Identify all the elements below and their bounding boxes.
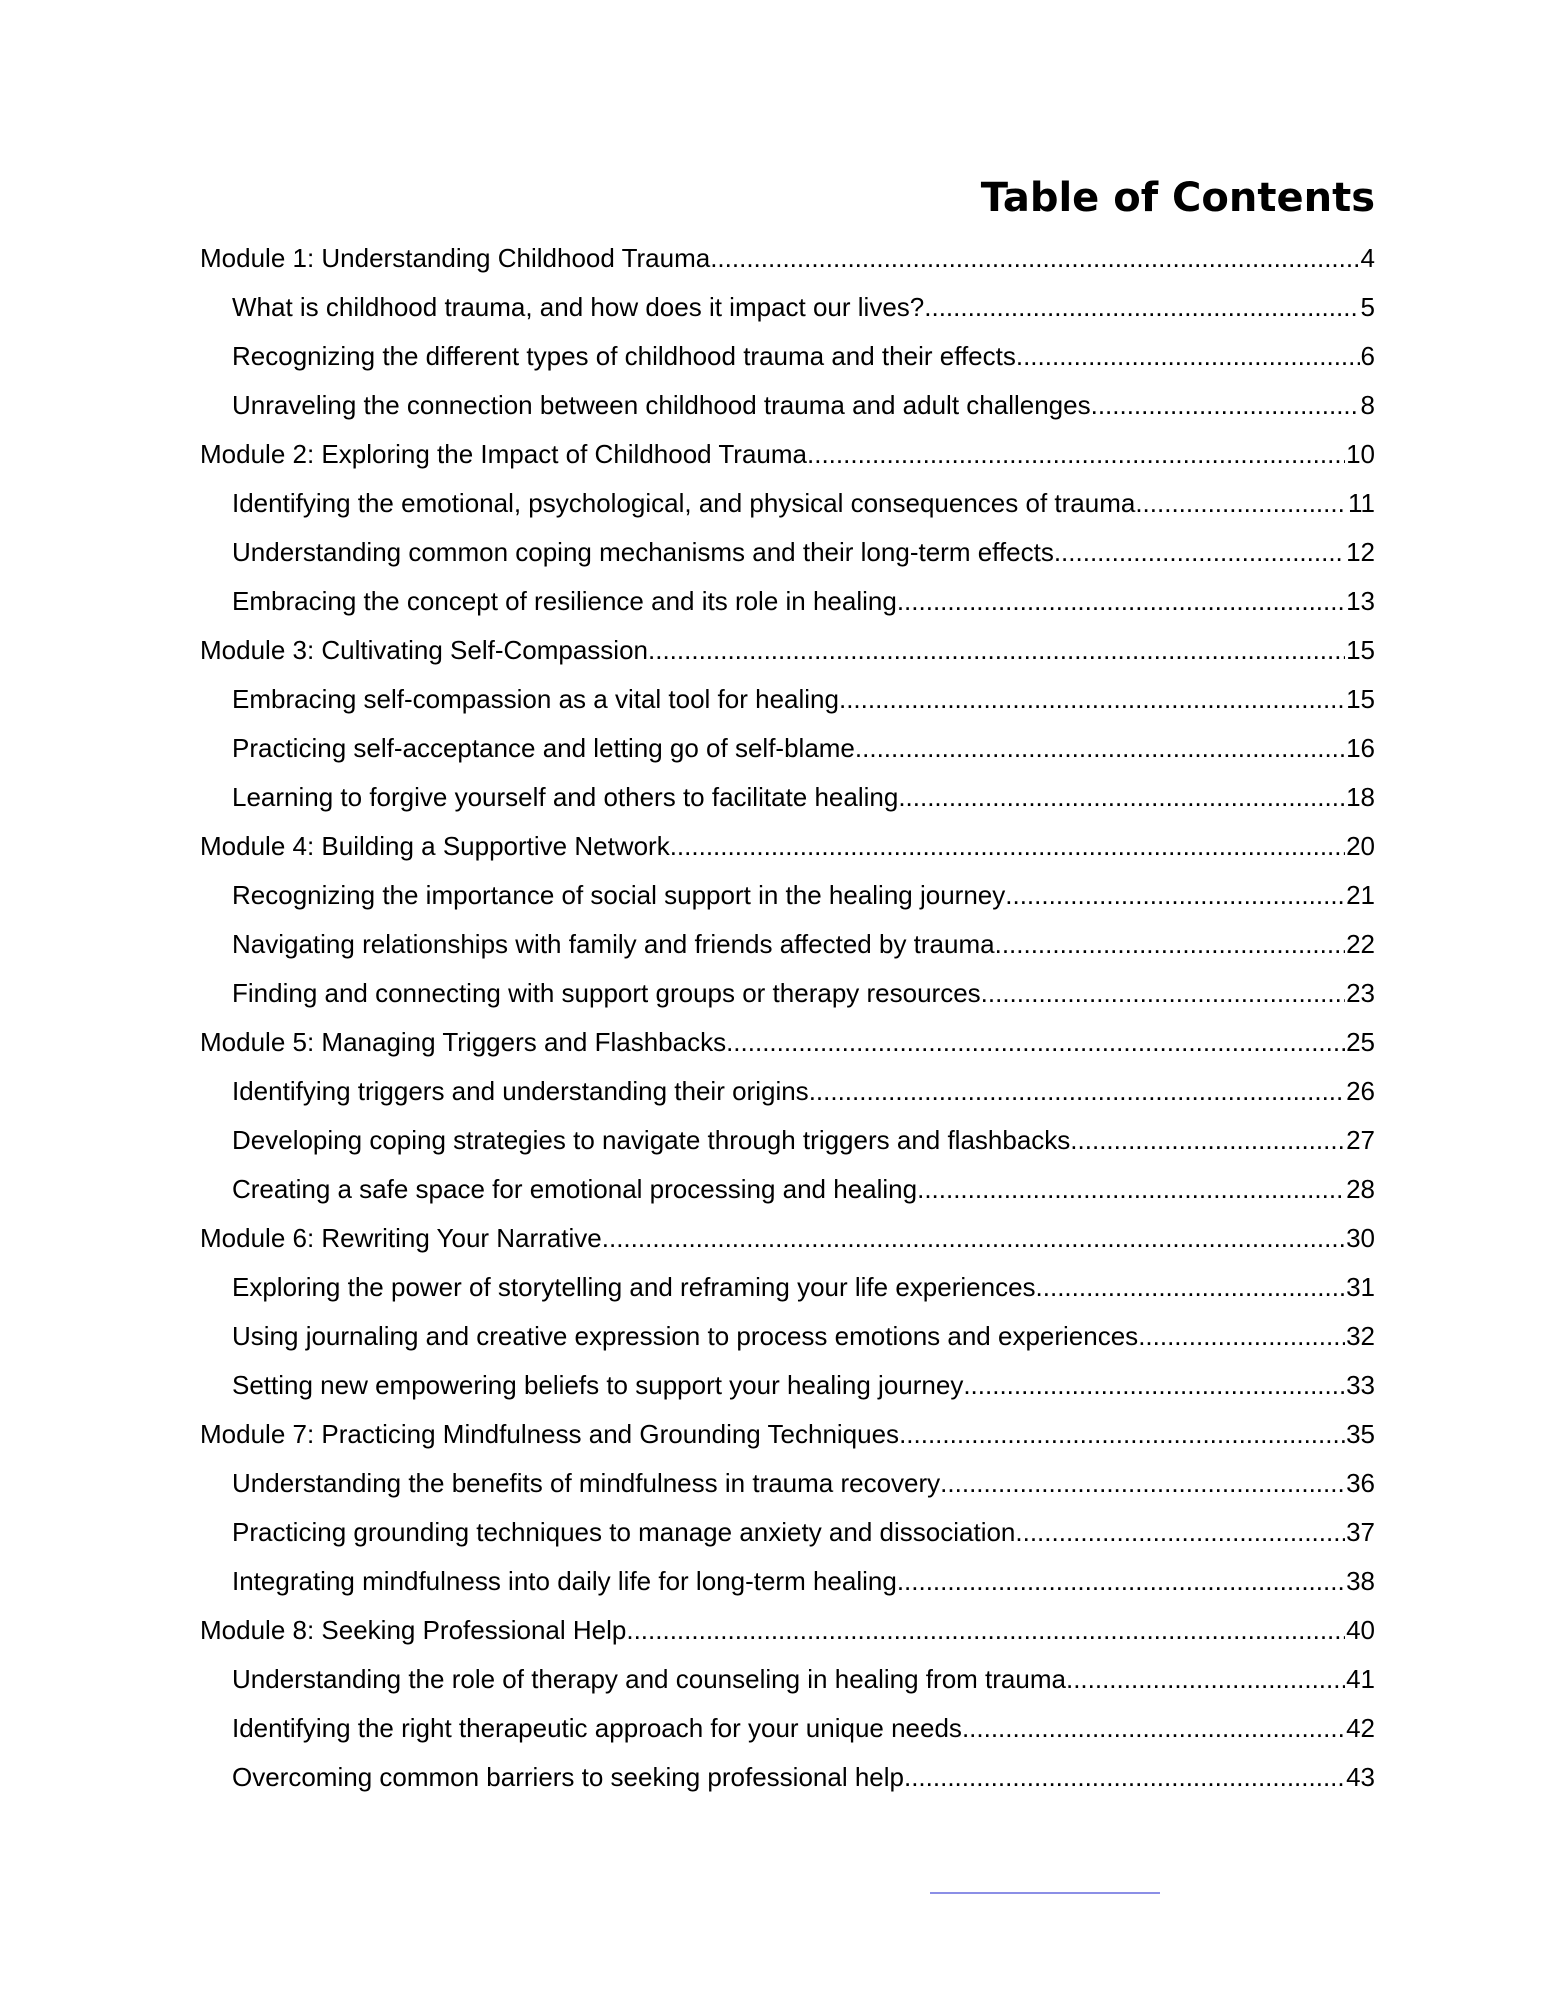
toc-page-number: 28	[1346, 1174, 1375, 1204]
toc-page-number: 32	[1346, 1321, 1375, 1351]
toc-entry-title: Module 3: Cultivating Self-Compassion	[200, 635, 648, 665]
toc-module-entry[interactable]	[200, 1606, 1375, 1655]
toc-page-number: 31	[1346, 1272, 1375, 1302]
toc-section-entry[interactable]	[232, 1312, 1375, 1361]
toc-entry-title: Understanding the benefits of mindfulness in trauma recovery	[232, 1468, 941, 1498]
toc-section-entry[interactable]	[232, 1361, 1375, 1410]
toc-section-entry[interactable]	[232, 1459, 1375, 1508]
toc-entry-title: Navigating relationships with family and friends affected by trauma	[232, 929, 995, 959]
toc-page-number: 10	[1346, 439, 1375, 469]
toc-entry-title: Recognizing the importance of social support in the healing journey	[232, 880, 1006, 910]
toc-dot-leader	[1091, 381, 1360, 430]
toc-entry-title: Module 1: Understanding Childhood Trauma	[200, 243, 711, 273]
toc-dot-leader	[940, 1459, 1345, 1508]
toc-section-entry[interactable]	[232, 577, 1375, 626]
toc-entry-title: Setting new empowering beliefs to support your healing journey	[232, 1370, 964, 1400]
toc-entry-title: Exploring the power of storytelling and reframing your life experiences	[232, 1272, 1036, 1302]
toc-section-entry[interactable]	[232, 479, 1375, 528]
toc-dot-leader	[897, 577, 1345, 626]
toc-page-number: 33	[1346, 1370, 1375, 1400]
toc-entry-title: Module 8: Seeking Professional Help	[200, 1615, 627, 1645]
toc-entry-title: Learning to forgive yourself and others to facilitate healing	[232, 782, 899, 812]
toc-section-entry[interactable]	[232, 381, 1375, 430]
toc-dot-leader	[1135, 479, 1347, 528]
toc-dot-leader	[648, 626, 1345, 675]
toc-dot-leader	[1054, 528, 1345, 577]
toc-entry-title: Module 7: Practicing Mindfulness and Grounding Techniques	[200, 1419, 900, 1449]
toc-entry-title: Identifying triggers and understanding their origins	[232, 1076, 809, 1106]
table-of-contents	[0, 234, 1545, 1802]
toc-section-entry[interactable]	[232, 1116, 1375, 1165]
toc-dot-leader	[807, 430, 1345, 479]
toc-page-number: 40	[1346, 1615, 1375, 1645]
toc-entry-title: Integrating mindfulness into daily life for long-term healing	[232, 1566, 897, 1596]
toc-entry-title: Module 5: Managing Triggers and Flashbacks	[200, 1027, 727, 1057]
page-title: Table of Contents	[980, 175, 1375, 221]
toc-dot-leader	[924, 283, 1359, 332]
toc-dot-leader	[962, 1704, 1345, 1753]
toc-dot-leader	[710, 234, 1359, 283]
toc-page-number: 42	[1346, 1713, 1375, 1743]
toc-module-entry[interactable]	[200, 1214, 1375, 1263]
toc-entry-title: Embracing the concept of resilience and its role in healing	[232, 586, 897, 616]
toc-dot-leader	[981, 969, 1345, 1018]
toc-module-entry[interactable]	[200, 822, 1375, 871]
toc-page-number: 8	[1360, 390, 1375, 420]
toc-page-number: 13	[1346, 586, 1375, 616]
toc-section-entry[interactable]	[232, 1704, 1375, 1753]
toc-section-entry[interactable]	[232, 1165, 1375, 1214]
toc-module-entry[interactable]	[200, 626, 1375, 675]
toc-page-number: 25	[1346, 1027, 1375, 1057]
toc-entry-title: Recognizing the different types of childhood trauma and their effects	[232, 341, 1016, 371]
toc-entry-title: Practicing self-acceptance and letting go of self-blame	[232, 733, 855, 763]
toc-entry-title: Overcoming common barriers to seeking professional help	[232, 1762, 904, 1792]
toc-section-entry[interactable]	[232, 1508, 1375, 1557]
toc-page-number: 22	[1346, 929, 1375, 959]
toc-section-entry[interactable]	[232, 332, 1375, 381]
toc-dot-leader	[963, 1361, 1345, 1410]
toc-entry-title: Embracing self-compassion as a vital tool for healing	[232, 684, 839, 714]
toc-dot-leader	[1070, 1116, 1345, 1165]
toc-section-entry[interactable]	[232, 1655, 1375, 1704]
toc-section-entry[interactable]	[232, 724, 1375, 773]
toc-page-number: 41	[1346, 1664, 1375, 1694]
toc-dot-leader	[855, 724, 1345, 773]
footer-divider	[930, 1892, 1160, 1894]
toc-entry-title: Creating a safe space for emotional processing and healing	[232, 1174, 918, 1204]
toc-entry-title: Module 6: Rewriting Your Narrative	[200, 1223, 602, 1253]
toc-entry-title: Finding and connecting with support groups or therapy resources	[232, 978, 981, 1008]
toc-page-number: 37	[1346, 1517, 1375, 1547]
toc-module-entry[interactable]	[200, 430, 1375, 479]
toc-dot-leader	[995, 920, 1345, 969]
toc-section-entry[interactable]	[232, 675, 1375, 724]
toc-page-number: 16	[1346, 733, 1375, 763]
toc-dot-leader	[1015, 1508, 1345, 1557]
toc-entry-title: Practicing grounding techniques to manage anxiety and dissociation	[232, 1517, 1016, 1547]
toc-dot-leader	[839, 675, 1345, 724]
toc-dot-leader	[899, 1410, 1345, 1459]
toc-dot-leader	[1138, 1312, 1345, 1361]
toc-dot-leader	[726, 1018, 1345, 1067]
toc-entry-title: Developing coping strategies to navigate through triggers and flashbacks	[232, 1125, 1071, 1155]
toc-section-entry[interactable]	[232, 920, 1375, 969]
toc-section-entry[interactable]	[232, 773, 1375, 822]
toc-module-entry[interactable]	[200, 1410, 1375, 1459]
toc-dot-leader	[897, 1557, 1345, 1606]
toc-entry-title: Identifying the emotional, psychological, and physical consequences of trauma	[232, 488, 1136, 518]
toc-page-number: 4	[1360, 243, 1375, 273]
toc-section-entry[interactable]	[232, 1753, 1375, 1802]
toc-dot-leader	[1005, 871, 1345, 920]
toc-page-number: 5	[1360, 292, 1375, 322]
toc-entry-title: Module 2: Exploring the Impact of Childhood Trauma	[200, 439, 808, 469]
toc-section-entry[interactable]	[232, 1263, 1375, 1312]
toc-dot-leader	[1036, 1263, 1346, 1312]
toc-page-number: 12	[1346, 537, 1375, 567]
toc-section-entry[interactable]	[232, 528, 1375, 577]
toc-section-entry[interactable]	[232, 871, 1375, 920]
toc-page-number: 26	[1346, 1076, 1375, 1106]
toc-page-number: 18	[1346, 782, 1375, 812]
toc-section-entry[interactable]	[232, 1557, 1375, 1606]
toc-dot-leader	[898, 773, 1345, 822]
toc-section-entry[interactable]	[232, 283, 1375, 332]
toc-page-number: 21	[1346, 880, 1375, 910]
toc-entry-title: Module 4: Building a Supportive Network	[200, 831, 670, 861]
toc-entry-title: What is childhood trauma, and how does it impact our lives?	[232, 292, 925, 322]
toc-entry-title: Understanding the role of therapy and counseling in healing from trauma	[232, 1664, 1066, 1694]
toc-page-number: 27	[1346, 1125, 1375, 1155]
toc-dot-leader	[809, 1067, 1345, 1116]
toc-dot-leader	[917, 1165, 1345, 1214]
toc-module-entry[interactable]	[200, 234, 1375, 283]
toc-entry-title: Using journaling and creative expression to process emotions and experiences	[232, 1321, 1139, 1351]
toc-page-number: 15	[1346, 635, 1375, 665]
toc-section-entry[interactable]	[232, 969, 1375, 1018]
toc-dot-leader	[602, 1214, 1345, 1263]
toc-page-number: 36	[1346, 1468, 1375, 1498]
toc-entry-title: Understanding common coping mechanisms and their long-term effects	[232, 537, 1054, 567]
toc-page-number: 23	[1346, 978, 1375, 1008]
toc-dot-leader	[1016, 332, 1360, 381]
toc-entry-title: Identifying the right therapeutic approach for your unique needs	[232, 1713, 962, 1743]
toc-dot-leader	[1066, 1655, 1345, 1704]
toc-section-entry[interactable]	[232, 1067, 1375, 1116]
toc-module-entry[interactable]	[200, 1018, 1375, 1067]
toc-dot-leader	[626, 1606, 1345, 1655]
toc-page-number: 15	[1346, 684, 1375, 714]
toc-entry-title: Unraveling the connection between childhood trauma and adult challenges	[232, 390, 1091, 420]
toc-page-number: 11	[1348, 488, 1375, 518]
toc-page-number: 6	[1360, 341, 1375, 371]
toc-page-number: 43	[1346, 1762, 1375, 1792]
toc-page-number: 35	[1346, 1419, 1375, 1449]
toc-dot-leader	[904, 1753, 1345, 1802]
toc-dot-leader	[670, 822, 1345, 871]
toc-page-number: 38	[1346, 1566, 1375, 1596]
toc-page-number: 20	[1346, 831, 1375, 861]
toc-page-number: 30	[1346, 1223, 1375, 1253]
